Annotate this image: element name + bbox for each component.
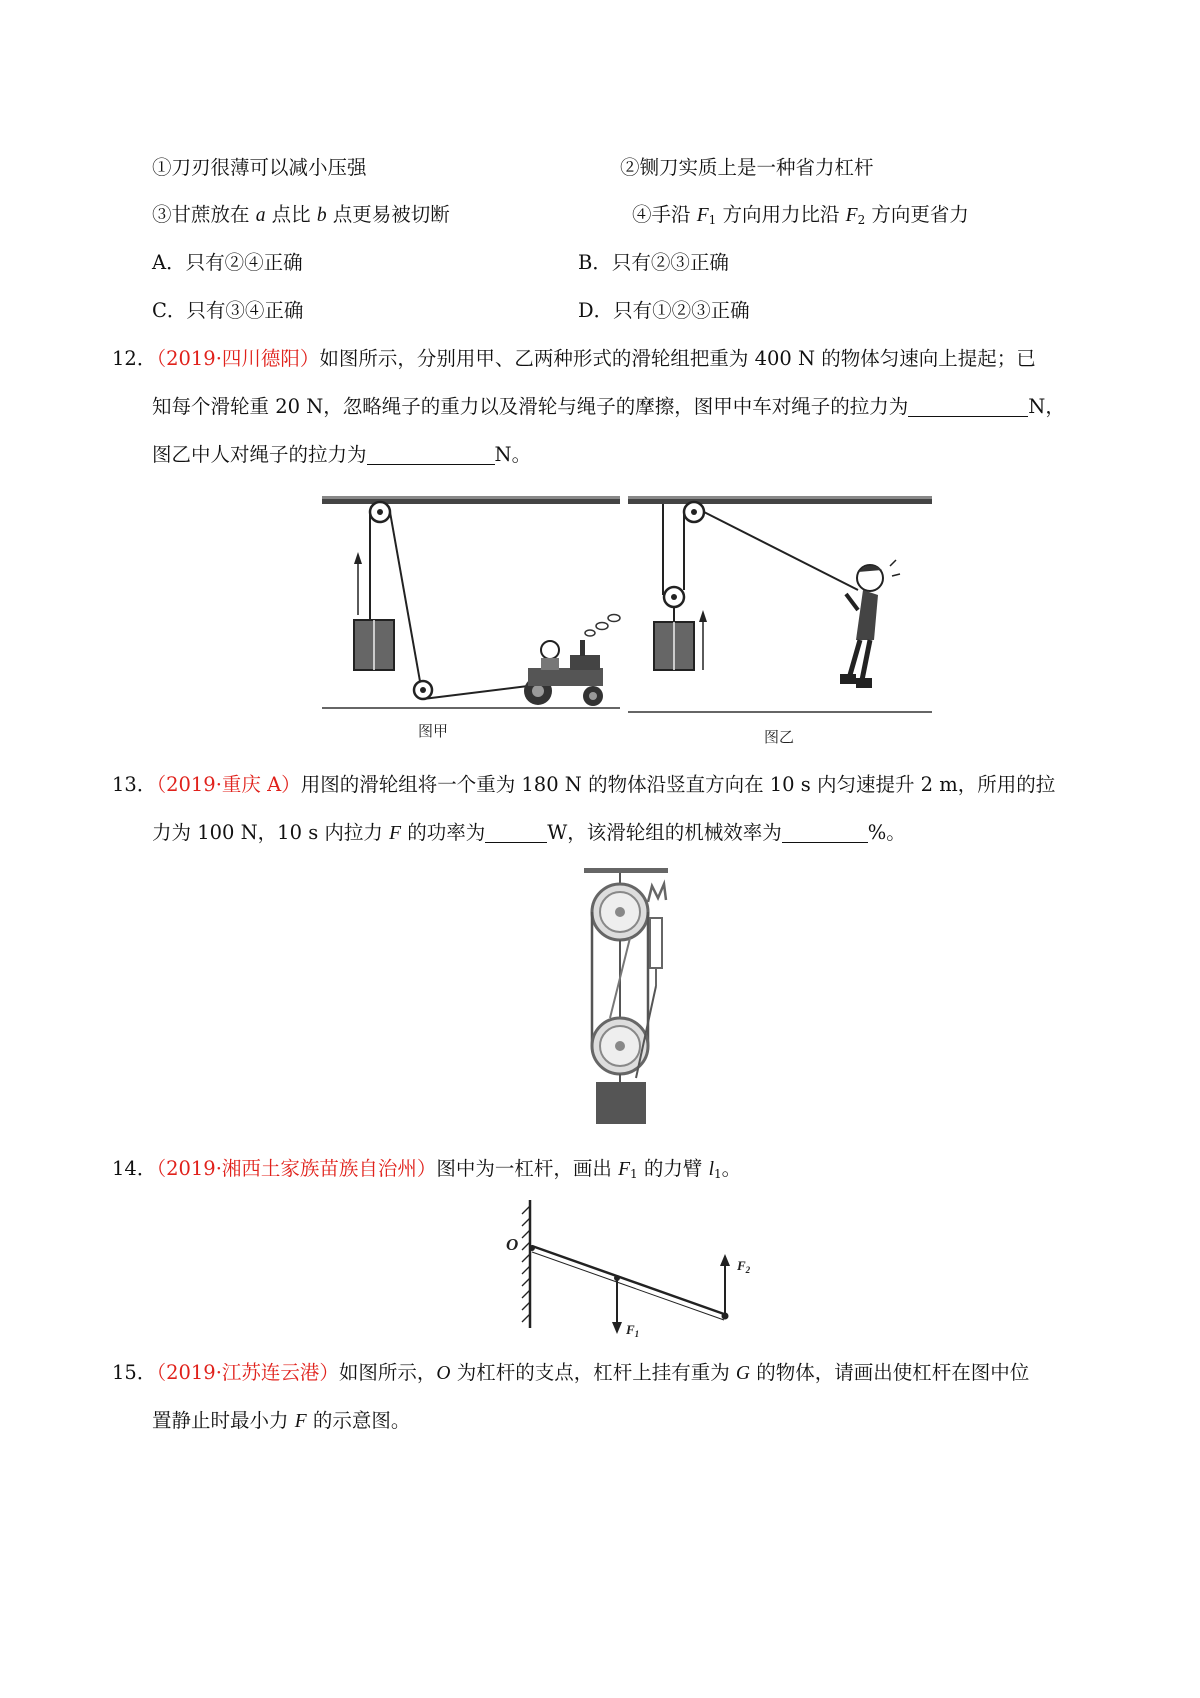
figure-b	[628, 496, 932, 746]
question-12-line3: 图乙中人对绳子的拉力为 N。	[152, 443, 532, 466]
answer-blank[interactable]	[908, 396, 1028, 417]
tractor-icon	[524, 615, 620, 707]
question-13-line1: 13．（2019·重庆 A）用图的滑轮组将一个重为 180 N 的物体沿竖直方向在 10 s 内匀速提升 2 m，所用的拉	[112, 773, 1056, 796]
answer-blank[interactable]	[367, 444, 495, 465]
option-a: A．只有②④正确	[152, 251, 303, 274]
answer-blank[interactable]	[782, 822, 868, 843]
statement-2: ②铡刀实质上是一种省力杠杆	[620, 156, 874, 179]
statement-4: ④手沿 $F_1$ 方向用力比沿 $F_2$ 方向更省力	[632, 203, 969, 227]
f1-arrow-icon	[612, 1322, 622, 1334]
statement-3: ③甘蔗放在 a 点比 b 点更易被切断	[152, 203, 450, 226]
figure-a	[322, 496, 620, 740]
label-o: O	[506, 1235, 519, 1254]
pulley-block-figure-q13	[580, 868, 688, 1128]
question-13-line2: 力为 100 N，10 s 内拉力 F 的功率为 W，该滑轮组的机械效率为 %。	[152, 821, 906, 844]
question-12-line1: 12．（2019·四川德阳）如图所示，分别用甲、乙两种形式的滑轮组把重为 400 N 的物体匀速向上提起；已	[112, 347, 1036, 370]
question-14-text: 14．（2019·湘西土家族苗族自治州）图中为一杠杆，画出 $F_1$ 的力臂 $l_1$。	[112, 1157, 742, 1181]
question-12-line2: 知每个滑轮重 20 N，忽略绳子的重力以及滑轮与绳子的摩擦，图甲中车对绳子的拉力为 N，	[152, 395, 1065, 418]
f2-arrow-icon	[720, 1254, 730, 1266]
person-icon	[840, 560, 900, 688]
option-c: C．只有③④正确	[152, 299, 304, 322]
label-f2: $F_2$	[737, 1258, 751, 1275]
question-15-line1: 15．（2019·江苏连云港）如图所示，O 为杠杆的支点，杠杆上挂有重为 G 的物体，请画出使杠杆在图中位	[112, 1361, 1030, 1384]
option-b: B．只有②③正确	[578, 251, 729, 274]
question-source: （2019·江苏连云港）	[156, 1361, 339, 1384]
answer-blank[interactable]	[485, 822, 547, 843]
figure-b-label: 图乙	[764, 728, 795, 746]
question-number: 12．	[112, 347, 157, 370]
question-number: 13．	[112, 773, 157, 796]
question-source: （2019·重庆 A）	[156, 773, 301, 796]
statement-1: ①刀刃很薄可以减小压强	[152, 156, 367, 179]
label-f1: $F_1$	[626, 1322, 640, 1339]
question-number: 14．	[112, 1157, 157, 1180]
pulley-figure-q12	[318, 490, 936, 755]
question-number: 15．	[112, 1361, 157, 1384]
question-15-line2: 置静止时最小力 F 的示意图。	[152, 1409, 411, 1432]
question-source: （2019·四川德阳）	[156, 347, 320, 370]
question-source: （2019·湘西土家族苗族自治州）	[156, 1157, 437, 1180]
lever-figure-q14	[492, 1196, 764, 1340]
option-d: D．只有①②③正确	[578, 299, 750, 322]
figure-a-label: 图甲	[418, 722, 449, 740]
